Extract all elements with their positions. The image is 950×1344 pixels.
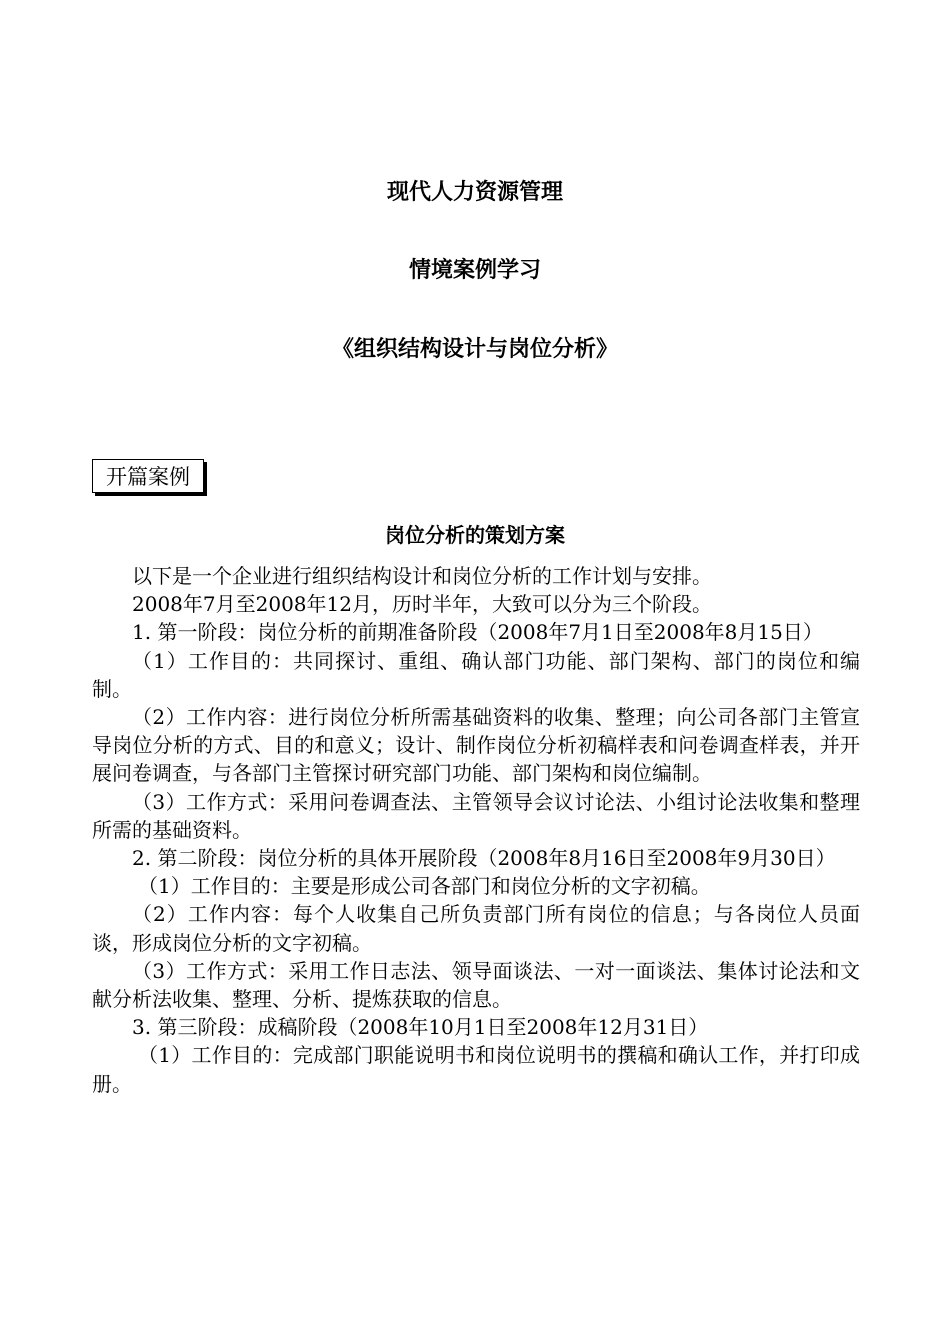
- paragraph: 1. 第一阶段：岗位分析的前期准备阶段（2008年7月1日至2008年8月15日）: [132, 620, 823, 645]
- paragraph: （3）工作方式：采用问卷调查法、主管领导会议讨论法、小组讨论法收集和整理所需的基础资料。: [92, 789, 860, 842]
- paragraph: （3）工作方式：采用工作日志法、领导面谈法、一对一面谈法、集体讨论法和文献分析法收集、整理、分析、提炼获取的信息。: [92, 958, 860, 1012]
- paragraph: 2008年7月至2008年12月，历时半年，大致可以分为三个阶段。: [132, 592, 712, 617]
- paragraph: （2）工作内容：进行岗位分析所需基础资料的收集、整理；向公司各部门主管宣导岗位分析的方式、目的和意义；设计、制作岗位分析初稿样表和问卷调查样表，并开展问卷调查，与各部门主管探讨研究部门功能、部门架构和岗位编制。: [92, 705, 860, 786]
- document-topic: 《组织结构设计与岗位分析》: [331, 337, 618, 362]
- document-subtitle: 情境案例学习: [408, 258, 541, 283]
- paragraph: 3. 第三阶段：成稿阶段（2008年10月1日至2008年12月31日）: [132, 1015, 709, 1040]
- paragraph: （1）工作目的：主要是形成公司各部门和岗位分析的文字初稿。: [138, 874, 711, 899]
- paragraph: （2）工作内容：每个人收集自己所负责部门所有岗位的信息；与各岗位人员面谈，形成岗位分析的文字初稿。: [92, 902, 860, 955]
- opening-case-badge: 开篇案例: [92, 459, 204, 493]
- paragraph: （1）工作目的：共同探讨、重组、确认部门功能、部门架构、部门的岗位和编制。: [92, 648, 860, 701]
- case-body: [92, 562, 860, 1098]
- case-title: 岗位分析的策划方案: [385, 523, 565, 547]
- paragraph: 2. 第二阶段：岗位分析的具体开展阶段（2008年8月16日至2008年9月30日）: [132, 846, 836, 871]
- document-title: 现代人力资源管理: [386, 180, 563, 205]
- paragraph: 以下是一个企业进行组织结构设计和岗位分析的工作计划与安排。: [132, 564, 712, 588]
- paragraph: （1）工作目的：完成部门职能说明书和岗位说明书的撰稿和确认工作，并打印成册。: [92, 1043, 860, 1096]
